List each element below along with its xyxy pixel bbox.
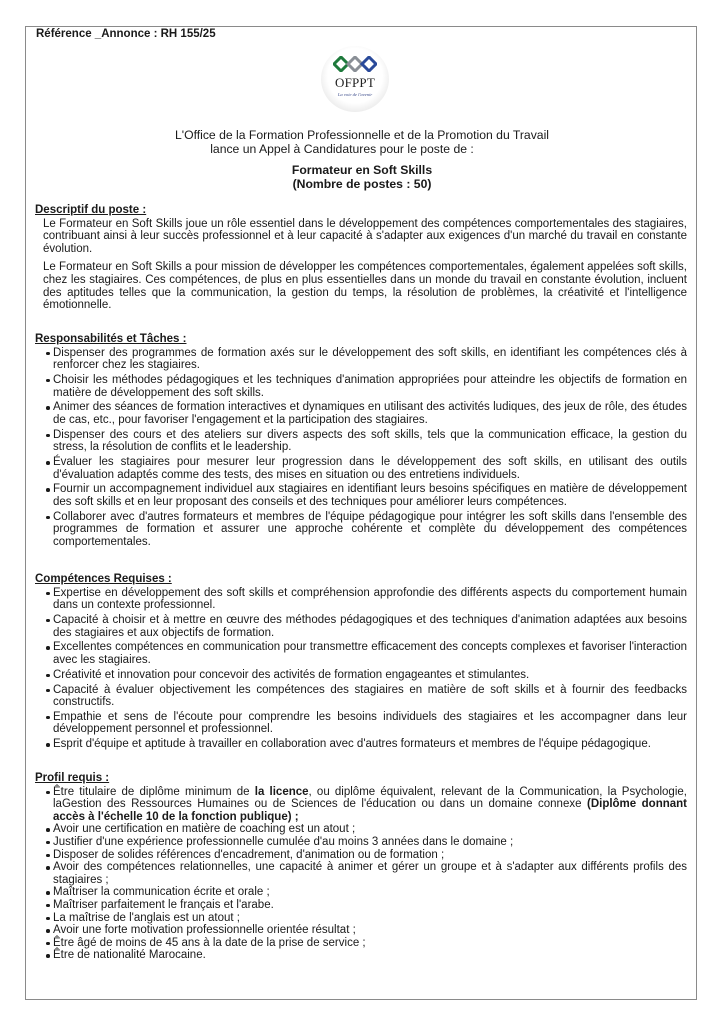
section-heading: Responsabilités et Tâches : bbox=[35, 333, 187, 345]
section-descriptif bbox=[35, 204, 687, 318]
text: Être titulaire de diplôme minimum de bbox=[53, 785, 255, 798]
list-item: Maîtriser la communication écrite et orale ; bbox=[45, 886, 687, 899]
list-item: Capacité à évaluer objectivement les compétences des stagiaires en matière de soft skills et à fournir des feedbacks constructifs. bbox=[45, 684, 687, 709]
ofppt-logo bbox=[317, 46, 393, 112]
list-item bbox=[45, 786, 687, 824]
section-competences bbox=[35, 573, 687, 753]
list-item: Dispenser des cours et des ateliers sur divers aspects des soft skills, tels que la communication efficace, la gestion du stress, la résolution de conflits et le leadership. bbox=[45, 429, 687, 454]
section-heading: Descriptif du poste : bbox=[35, 204, 147, 216]
list-item: Maîtriser parfaitement le français et l'arabe. bbox=[45, 899, 687, 912]
list-item: Évaluer les stagiaires pour mesurer leur progression dans le développement des soft skills, en utilisant des outils d'évaluation adaptés comme des tests, des mises en situation ou des entretiens individuels. bbox=[45, 456, 687, 481]
list-item: La maîtrise de l'anglais est un atout ; bbox=[45, 912, 687, 925]
list-item: Animer des séances de formation interactives et dynamiques en utilisant des activités ludiques, des jeux de rôle, des études de cas, etc., pour favoriser l'engagement et la participation des stagiaires. bbox=[45, 401, 687, 426]
logo-tagline: La voie de l'avenir bbox=[337, 92, 373, 97]
logo-diamonds-icon bbox=[333, 56, 377, 72]
reference-number: Référence _Annonce : RH 155/25 bbox=[36, 28, 216, 40]
paragraph: Le Formateur en Soft Skills a pour mission de développer les compétences comportementales, également appelées soft skills, chez les stagiaires. Ces compétences, de plus en plus essentielles dans un monde du travail en constante évolution, incluent des aptitudes telles que la communication, la gestion du temps, la résolution de problèmes, la créativité et l'intelligence émotionnelle. bbox=[43, 261, 687, 312]
section-profil bbox=[35, 772, 687, 962]
section-heading: Profil requis : bbox=[35, 772, 110, 784]
list-item: Avoir une certification en matière de coaching est un atout ; bbox=[45, 823, 687, 836]
logo-name: OFPPT bbox=[334, 75, 376, 90]
section-heading: Compétences Requises : bbox=[35, 573, 172, 585]
list-item: Empathie et sens de l'écoute pour comprendre les besoins individuels des stagiaires et les accompagner dans leur développement personnel et professionnel. bbox=[45, 711, 687, 736]
intro-line-2: lance un Appel à Candidatures pour le poste de : bbox=[210, 142, 474, 156]
list-item: Justifier d'une expérience professionnelle cumulée d'au moins 3 années dans le domaine ; bbox=[45, 836, 687, 849]
intro-text bbox=[0, 128, 724, 156]
list-item: Avoir une forte motivation professionnelle orientée résultat ; bbox=[45, 924, 687, 937]
list-item: Avoir des compétences relationnelles, une capacité à animer et gérer un groupe et à s'adapter aux différents profils des stagiaires ; bbox=[45, 861, 687, 886]
job-title bbox=[0, 163, 724, 191]
bold-text: la licence bbox=[254, 785, 309, 798]
list-item: Créativité et innovation pour concevoir des activités de formation engageantes et stimulantes. bbox=[45, 669, 687, 682]
list-item: Fournir un accompagnement individuel aux stagiaires en identifiant leurs besoins spécifiques en matière de développement des soft skills et en leur proposant des conseils et des techniques pour améliorer leurs compétences. bbox=[45, 483, 687, 508]
list-item: Capacité à choisir et à mettre en œuvre des méthodes pédagogiques et des techniques d'animation adaptées aux besoins des stagiaires et aux objectifs de formation. bbox=[45, 614, 687, 639]
text: , ou diplôme équivalent, relevant de la Communication, la Psychologie, laGestion des Ressources Humaines ou de Sciences de l'éducation ou dans un domaine connexe bbox=[53, 785, 687, 811]
job-position: Formateur en Soft Skills bbox=[291, 163, 433, 177]
list-item: Collaborer avec d'autres formateurs et membres de l'équipe pédagogique pour intégrer les soft skills dans l'ensemble des programmes de formation et assurer une approche cohérente et complète du développement des compétences comportementales. bbox=[45, 511, 687, 549]
job-count: (Nombre de postes : 50) bbox=[292, 177, 432, 191]
list-item: Être de nationalité Marocaine. bbox=[45, 949, 687, 962]
list-item: Dispenser des programmes de formation axés sur le développement des soft skills, en identifiant les compétences clés à renforcer chez les stagiaires. bbox=[45, 347, 687, 372]
list-item: Être âgé de moins de 45 ans à la date de la prise de service ; bbox=[45, 937, 687, 950]
section-responsabilites bbox=[35, 333, 687, 551]
list-item: Choisir les méthodes pédagogiques et les techniques d'animation appropriées pour atteindre les objectifs de formation en matière de développement des soft skills. bbox=[45, 374, 687, 399]
list-item: Excellentes compétences en communication pour transmettre efficacement des concepts complexes et favoriser l'interaction avec les stagiaires. bbox=[45, 641, 687, 666]
paragraph: Le Formateur en Soft Skills joue un rôle essentiel dans le développement des compétences comportementales des stagiaires, contribuant ainsi à leur succès professionnel et à leur capacité à s'adapter aux exigences d'un marché du travail en constante évolution. bbox=[43, 217, 687, 255]
bold-text: (Diplôme donnant accès à l'échelle 10 de la fonction publique) ; bbox=[53, 798, 687, 823]
list-item: Disposer de solides références d'encadrement, d'animation ou de formation ; bbox=[45, 849, 687, 862]
list-item: Esprit d'équipe et aptitude à travailler en collaboration avec d'autres formateurs et membres de l'équipe pédagogique. bbox=[45, 738, 687, 751]
intro-line-1: L'Office de la Formation Professionnelle et de la Promotion du Travail bbox=[174, 128, 549, 142]
list-item: Expertise en développement des soft skills et compréhension approfondie des différents aspects du comportement humain dans un contexte professionnel. bbox=[45, 587, 687, 612]
